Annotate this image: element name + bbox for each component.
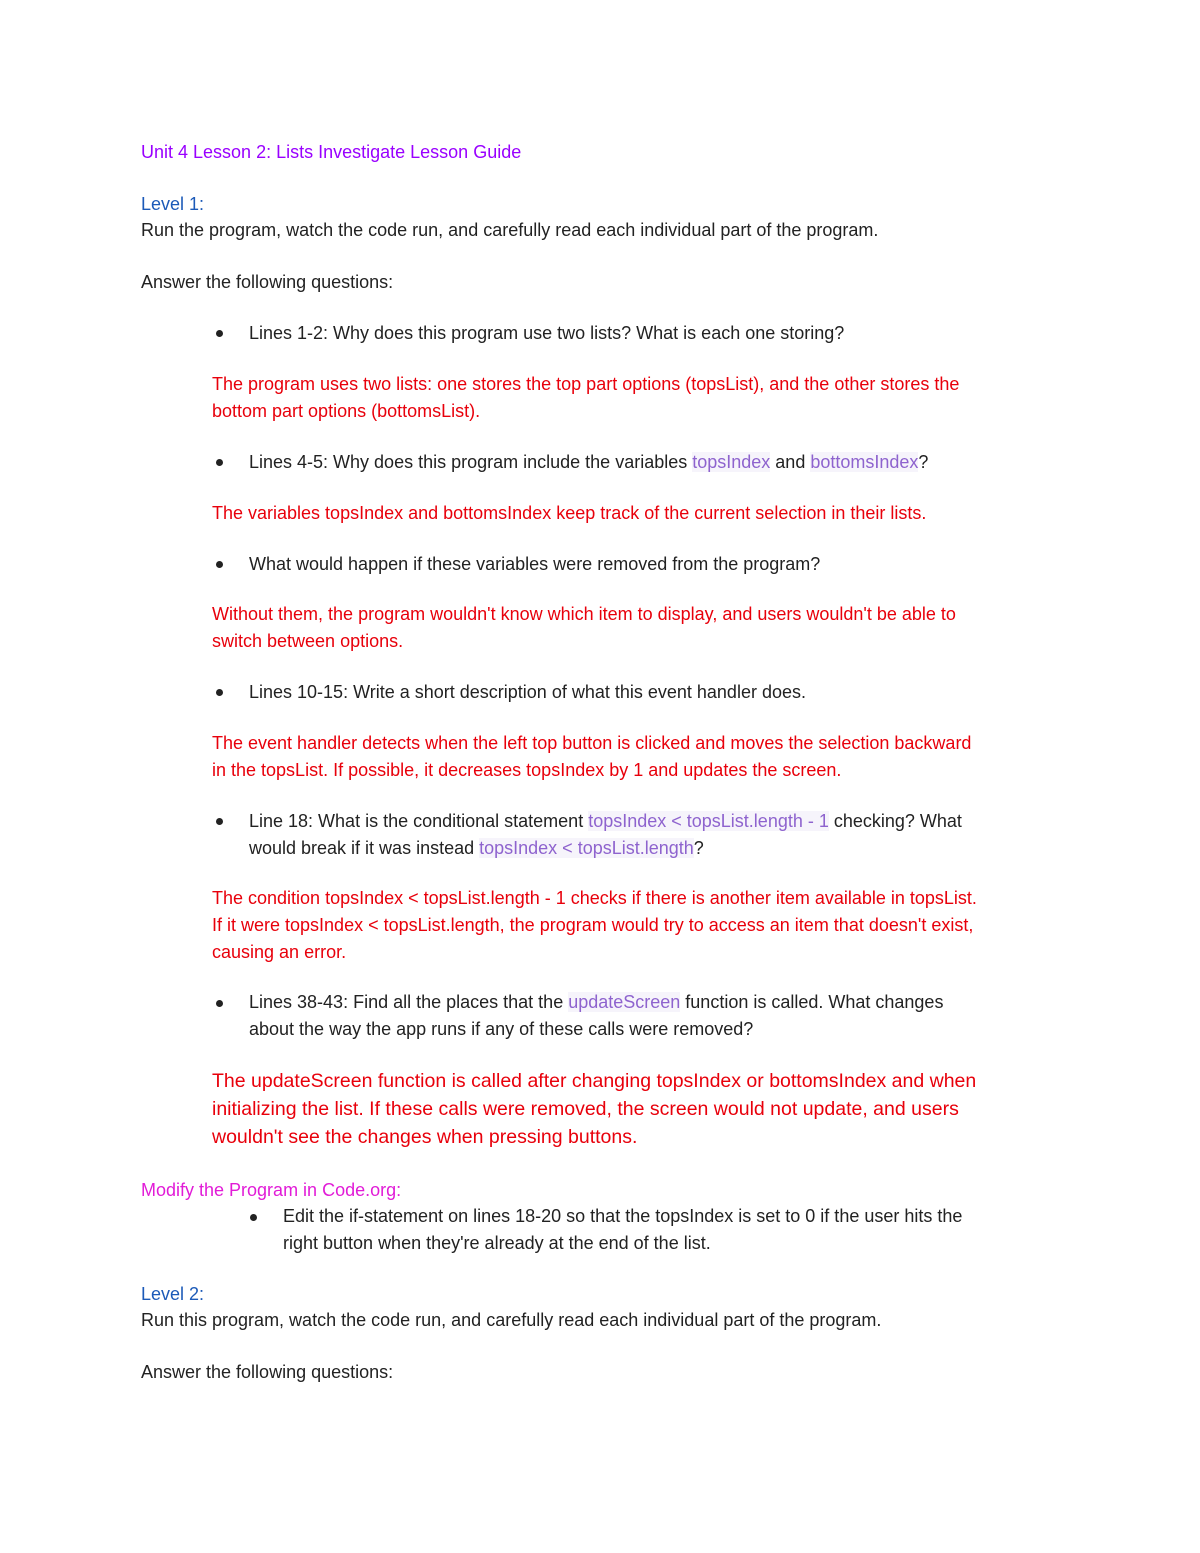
- level2-prompt: Answer the following questions:: [141, 1362, 394, 1382]
- bullet-icon: [216, 689, 223, 696]
- modify-item-line-1: Edit the if-statement on lines 18-20 so that the topsIndex is set to 0 if the user hits the: [283, 1206, 963, 1226]
- question-5-text-end: checking? What: [828, 811, 962, 831]
- answer-3-line-1: Without them, the program wouldn't know which item to display, and users wouldn't be able to: [212, 604, 956, 624]
- answer-6-line-2: initializing the list. If these calls were removed, the screen would not update, and users: [212, 1098, 959, 1120]
- answer-1-line-2: bottom part options (bottomsList).: [212, 401, 481, 421]
- answer-5-line-1: The condition topsIndex < topsList.length - 1 checks if there is another item available in topsList.: [212, 888, 977, 908]
- level2-heading: Level 2:: [141, 1284, 205, 1304]
- bullet-icon: [216, 561, 223, 568]
- question-5-text: Line 18: What is the conditional statement: [249, 811, 589, 831]
- code-update-screen: updateScreen: [568, 992, 681, 1012]
- level2-intro: Run this program, watch the code run, and carefully read each individual part of the program.: [141, 1310, 882, 1330]
- question-5-line-2: [249, 835, 704, 862]
- answer-4-line-2: in the topsList. If possible, it decreases topsIndex by 1 and updates the screen.: [212, 760, 842, 780]
- bullet-icon: [250, 1214, 257, 1221]
- question-2: [249, 449, 928, 476]
- bullet-icon: [216, 330, 223, 337]
- question-2-text-end: ?: [918, 452, 929, 472]
- question-2-text-mid: and: [770, 452, 811, 472]
- question-6-text: Lines 38-43: Find all the places that the: [249, 992, 569, 1012]
- modify-item-line-2: right button when they're already at the end of the list.: [283, 1233, 711, 1253]
- answer-6-line-3: wouldn't see the changes when pressing buttons.: [212, 1126, 638, 1148]
- answer-5-line-3: causing an error.: [212, 942, 347, 962]
- level1-heading: Level 1:: [141, 194, 205, 214]
- bullet-icon: [216, 818, 223, 825]
- level1-prompt: Answer the following questions:: [141, 272, 394, 292]
- question-3: What would happen if these variables were removed from the program?: [249, 554, 821, 574]
- answer-3-line-2: switch between options.: [212, 631, 404, 651]
- code-condition: topsIndex < topsList.length - 1: [588, 811, 829, 831]
- question-4: Lines 10-15: Write a short description of what this event handler does.: [249, 682, 806, 702]
- answer-5-line-2: If it were topsIndex < topsList.length, the program would try to access an item that doesn't exist,: [212, 915, 974, 935]
- bullet-icon: [216, 1000, 223, 1007]
- question-6-line-1: [249, 989, 943, 1016]
- bullet-icon: [216, 459, 223, 466]
- code-condition-alt: topsIndex < topsList.length: [479, 838, 694, 858]
- question-6-line-2: about the way the app runs if any of these calls were removed?: [249, 1019, 754, 1039]
- question-5-text-2: would break if it was instead: [249, 838, 480, 858]
- code-bottoms-index: bottomsIndex: [810, 452, 919, 472]
- level1-intro: Run the program, watch the code run, and carefully read each individual part of the program.: [141, 220, 879, 240]
- page-title: Unit 4 Lesson 2: Lists Investigate Lesson Guide: [141, 142, 522, 162]
- code-tops-index: topsIndex: [692, 452, 771, 472]
- answer-4-line-1: The event handler detects when the left top button is clicked and moves the selection backward: [212, 733, 972, 753]
- answer-2: The variables topsIndex and bottomsIndex keep track of the current selection in their lists.: [212, 503, 927, 523]
- question-2-text: Lines 4-5: Why does this program include the variables: [249, 452, 693, 472]
- answer-1-line-1: The program uses two lists: one stores the top part options (topsList), and the other stores the: [212, 374, 960, 394]
- modify-heading: Modify the Program in Code.org:: [141, 1180, 402, 1200]
- question-5-line-1: [249, 808, 962, 835]
- question-5-text-2-end: ?: [693, 838, 704, 858]
- question-6-text-end: function is called. What changes: [680, 992, 944, 1012]
- question-1: Lines 1-2: Why does this program use two lists? What is each one storing?: [249, 323, 845, 343]
- answer-6-line-1: The updateScreen function is called after changing topsIndex or bottomsIndex and when: [212, 1070, 977, 1092]
